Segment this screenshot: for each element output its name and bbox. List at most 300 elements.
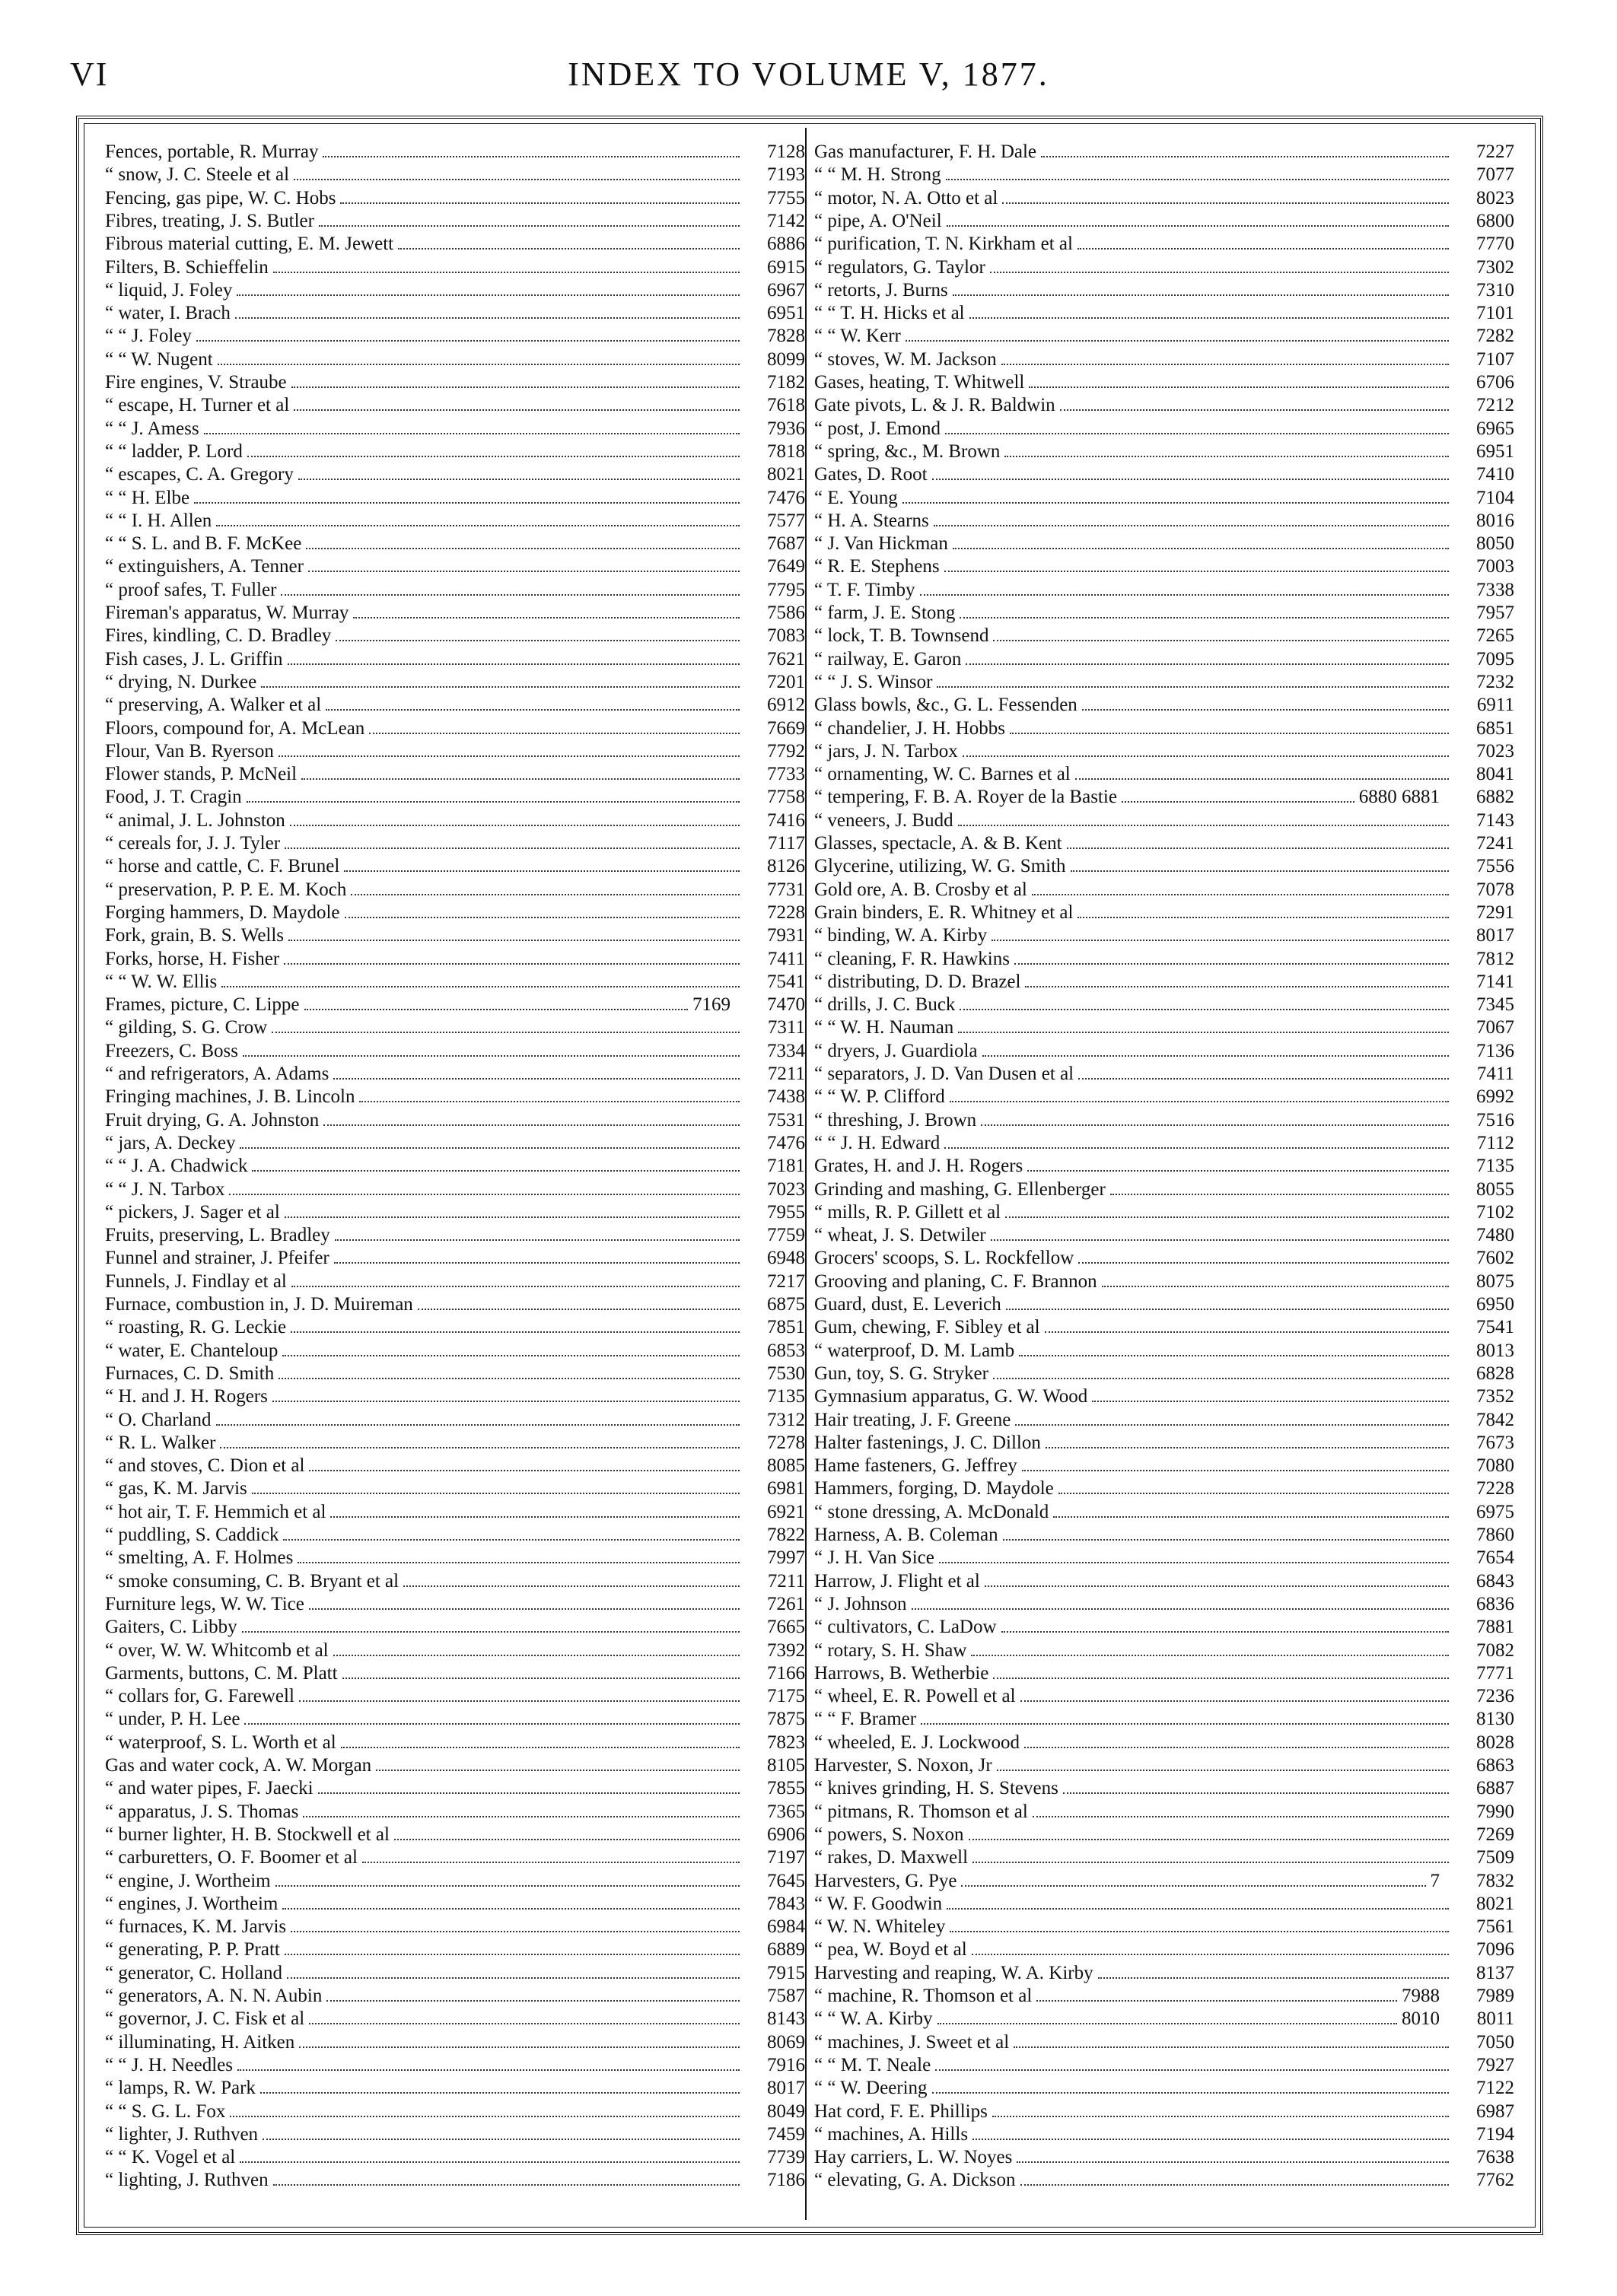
entry-patent-number: 7136 bbox=[1476, 1040, 1514, 1061]
index-entry bbox=[814, 1455, 1514, 1477]
leader-dots bbox=[294, 409, 740, 411]
index-entry bbox=[105, 211, 805, 232]
index-entry bbox=[814, 925, 1514, 946]
index-entry bbox=[105, 1502, 805, 1523]
leader-dots bbox=[1110, 1194, 1449, 1195]
entry-label: “ elevating, G. A. Dickson bbox=[814, 2170, 1016, 2191]
leader-dots bbox=[1024, 1747, 1449, 1748]
entry-patent-number: 7181 bbox=[767, 1156, 805, 1177]
leader-dots bbox=[1102, 1286, 1449, 1287]
entry-patent-number: 7095 bbox=[1476, 648, 1514, 669]
entry-patent-number: 7733 bbox=[767, 764, 805, 785]
entry-label: Gum, chewing, F. Sibley et al bbox=[814, 1317, 1040, 1338]
entry-patent-number: 7731 bbox=[767, 879, 805, 900]
entry-patent-number: 7541 bbox=[1476, 1317, 1514, 1338]
entry-patent-number: 7770 bbox=[1476, 234, 1514, 255]
entry-label: Gate pivots, L. & J. R. Baldwin bbox=[814, 395, 1055, 416]
entry-patent-number: 8021 bbox=[1476, 1893, 1514, 1914]
entry-label: Guard, dust, E. Leverich bbox=[814, 1294, 1001, 1315]
index-entry bbox=[105, 2147, 805, 2168]
entry-label: Fork, grain, B. S. Wells bbox=[105, 925, 285, 946]
entry-patent-number: 7602 bbox=[1476, 1248, 1514, 1269]
index-entry bbox=[105, 2124, 805, 2145]
index-entry bbox=[105, 1363, 805, 1385]
entry-patent-number: 8099 bbox=[767, 348, 805, 370]
entry-label: “ J. Van Hickman bbox=[814, 533, 948, 555]
entry-patent-number: 6921 bbox=[767, 1501, 805, 1522]
index-entry bbox=[814, 2124, 1514, 2145]
entry-label: Forging hammers, D. Maydole bbox=[105, 902, 340, 923]
entry-label: “ railway, E. Garon bbox=[814, 648, 962, 669]
entry-label: “ cereals for, J. J. Tyler bbox=[105, 833, 281, 854]
index-entry bbox=[105, 1017, 805, 1038]
index-entry bbox=[814, 1156, 1514, 1177]
entry-label: “ J. Johnson bbox=[814, 1593, 907, 1614]
entry-patent-number: 6828 bbox=[1476, 1363, 1514, 1384]
entry-extra-number: 7 bbox=[1430, 1870, 1440, 1891]
leader-dots bbox=[985, 1585, 1449, 1587]
entry-patent-number: 8137 bbox=[1476, 1962, 1514, 1983]
entry-label: “ separators, J. D. Van Dusen et al bbox=[814, 1064, 1074, 1084]
entry-label: “ engine, J. Wortheim bbox=[105, 1870, 271, 1891]
entry-patent-number: 7345 bbox=[1476, 994, 1514, 1016]
entry-label: Funnels, J. Findlay et al bbox=[105, 1270, 287, 1292]
entry-patent-number: 6965 bbox=[1476, 418, 1514, 439]
entry-label: “ horse and cattle, C. F. Brunel bbox=[105, 856, 340, 877]
entry-patent-number: 7795 bbox=[767, 579, 805, 600]
leader-dots bbox=[963, 755, 1449, 757]
entry-label: “ “ M. H. Strong bbox=[814, 164, 941, 186]
entry-patent-number: 7311 bbox=[767, 1017, 805, 1038]
entry-label: “ carburetters, O. F. Boomer et al bbox=[105, 1847, 358, 1868]
entry-label: Hay carriers, L. W. Noyes bbox=[814, 2147, 1013, 2168]
leader-dots bbox=[288, 940, 740, 941]
entry-label: “ “ J. H. Edward bbox=[814, 1132, 941, 1153]
index-entry bbox=[105, 510, 805, 532]
entry-label: “ generators, A. N. N. Aubin bbox=[105, 1986, 323, 2006]
leader-dots bbox=[1032, 894, 1449, 895]
entry-label: “ “ S. L. and B. F. McKee bbox=[105, 533, 302, 555]
index-entry bbox=[814, 510, 1514, 532]
index-entry bbox=[105, 1871, 805, 1892]
entry-patent-number: 7936 bbox=[767, 418, 805, 439]
entry-patent-number: 7107 bbox=[1476, 348, 1514, 370]
index-entry bbox=[105, 1894, 805, 1915]
entry-label: Grocers' scoops, S. L. Rockfellow bbox=[814, 1248, 1074, 1269]
entry-patent-number: 8069 bbox=[767, 2031, 805, 2053]
leader-dots bbox=[362, 1862, 740, 1863]
entry-patent-number: 7236 bbox=[1476, 1686, 1514, 1707]
entry-label: “ farm, J. E. Stong bbox=[814, 603, 956, 623]
entry-label: Gas manufacturer, F. H. Dale bbox=[814, 142, 1037, 162]
index-entry bbox=[814, 188, 1514, 209]
entry-patent-number: 6875 bbox=[767, 1294, 805, 1315]
index-entry bbox=[814, 1709, 1514, 1730]
leader-dots bbox=[252, 1493, 740, 1494]
entry-patent-number: 8050 bbox=[1476, 533, 1514, 555]
index-entry bbox=[105, 1202, 805, 1223]
index-entry bbox=[814, 1663, 1514, 1684]
entry-label: “ jars, A. Deckey bbox=[105, 1132, 236, 1153]
index-entry bbox=[814, 833, 1514, 854]
leader-dots bbox=[318, 1792, 740, 1794]
leader-dots bbox=[240, 2161, 740, 2163]
leader-dots bbox=[285, 1216, 740, 1218]
index-entry bbox=[105, 580, 805, 601]
entry-patent-number: 7166 bbox=[767, 1662, 805, 1684]
leader-dots bbox=[972, 1862, 1449, 1863]
entry-label: Fruits, preserving, L. Bradley bbox=[105, 1225, 330, 1246]
entry-patent-number: 6967 bbox=[767, 279, 805, 301]
entry-label: Fringing machines, J. B. Lincoln bbox=[105, 1086, 355, 1108]
entry-extra-number: 8010 bbox=[1402, 2008, 1440, 2030]
entry-patent-number: 8017 bbox=[1476, 925, 1514, 946]
index-entry bbox=[105, 1271, 805, 1293]
entry-label: “ “ J. S. Winsor bbox=[814, 671, 933, 692]
page-title: INDEX TO VOLUME V, 1877. bbox=[568, 56, 1049, 93]
leader-dots bbox=[247, 456, 740, 457]
leader-dots bbox=[221, 986, 740, 987]
entry-patent-number: 8017 bbox=[767, 2078, 805, 2099]
leader-dots bbox=[275, 1885, 740, 1887]
leader-dots bbox=[261, 686, 740, 688]
leader-dots bbox=[235, 317, 740, 319]
entry-patent-number: 7621 bbox=[767, 648, 805, 669]
entry-label: “ “ J. Foley bbox=[105, 326, 192, 347]
index-entry bbox=[105, 1594, 805, 1615]
entry-label: “ binding, W. A. Kirby bbox=[814, 925, 988, 946]
entry-label: “ pea, W. Boyd et al bbox=[814, 1939, 967, 1961]
entry-label: “ T. F. Timby bbox=[814, 579, 915, 600]
entry-patent-number: 7142 bbox=[767, 210, 805, 231]
leader-dots bbox=[1033, 1816, 1449, 1817]
entry-patent-number: 7638 bbox=[1476, 2147, 1514, 2168]
entry-patent-number: 7077 bbox=[1476, 164, 1514, 186]
index-entry bbox=[814, 1686, 1514, 1707]
leader-dots bbox=[283, 1539, 740, 1541]
leader-dots bbox=[353, 617, 740, 619]
index-entry bbox=[814, 902, 1514, 924]
index-entry bbox=[814, 1986, 1514, 2007]
entry-patent-number: 7823 bbox=[767, 1732, 805, 1753]
entry-label: Fences, portable, R. Murray bbox=[105, 142, 319, 162]
leader-dots bbox=[323, 1124, 740, 1126]
leader-dots bbox=[958, 825, 1449, 826]
leader-dots bbox=[947, 1908, 1449, 1910]
entry-label: “ “ J. A. Chadwick bbox=[105, 1156, 248, 1177]
index-entry bbox=[814, 257, 1514, 278]
index-entry bbox=[814, 1133, 1514, 1154]
leader-dots bbox=[281, 594, 740, 596]
entry-patent-number: 7649 bbox=[767, 556, 805, 577]
index-entry bbox=[105, 1317, 805, 1338]
leader-dots bbox=[1014, 963, 1449, 965]
entry-patent-number: 7228 bbox=[767, 902, 805, 923]
index-entry bbox=[105, 625, 805, 647]
index-entry bbox=[814, 2008, 1514, 2030]
leader-dots bbox=[288, 663, 740, 665]
entry-label: Fruit drying, G. A. Johnston bbox=[105, 1109, 320, 1131]
leader-dots bbox=[1029, 386, 1449, 388]
entry-label: “ proof safes, T. Fuller bbox=[105, 579, 277, 600]
leader-dots bbox=[291, 1931, 740, 1932]
leader-dots bbox=[1058, 1493, 1449, 1494]
index-entry bbox=[814, 441, 1514, 463]
entry-patent-number: 7352 bbox=[1476, 1386, 1514, 1407]
leader-dots bbox=[1063, 1792, 1449, 1794]
entry-label: “ “ S. G. L. Fox bbox=[105, 2100, 226, 2122]
entry-label: “ “ W. W. Ellis bbox=[105, 971, 218, 992]
entry-label: “ rotary, S. H. Shaw bbox=[814, 1639, 967, 1661]
entry-patent-number: 6706 bbox=[1476, 372, 1514, 393]
leader-dots bbox=[282, 1908, 740, 1910]
entry-patent-number: 7410 bbox=[1476, 464, 1514, 485]
index-entry bbox=[814, 2170, 1514, 2191]
entry-label: “ generating, P. P. Pratt bbox=[105, 1939, 280, 1961]
entry-patent-number: 7927 bbox=[1476, 2054, 1514, 2075]
index-entry bbox=[105, 2032, 805, 2053]
index-entry bbox=[814, 695, 1514, 716]
index-entry bbox=[105, 395, 805, 416]
index-entry bbox=[814, 1824, 1514, 1846]
index-entry bbox=[105, 1617, 805, 1638]
entry-label: “ “ W. A. Kirby bbox=[814, 2008, 933, 2030]
entry-patent-number: 7211 bbox=[767, 1064, 805, 1084]
index-entry bbox=[814, 303, 1514, 324]
index-entry bbox=[814, 1041, 1514, 1062]
leader-dots bbox=[298, 479, 740, 480]
entry-label: Furnaces, C. D. Smith bbox=[105, 1363, 275, 1384]
index-entry bbox=[814, 787, 1514, 808]
entry-label: “ stoves, W. M. Jackson bbox=[814, 348, 997, 370]
entry-patent-number: 7586 bbox=[767, 603, 805, 623]
entry-patent-number: 7990 bbox=[1476, 1801, 1514, 1822]
index-entry bbox=[105, 810, 805, 832]
entry-label: “ “ K. Vogel et al bbox=[105, 2147, 236, 2168]
index-entry bbox=[814, 1640, 1514, 1662]
entry-label: Harvester, S. Noxon, Jr bbox=[814, 1755, 992, 1776]
entry-patent-number: 8021 bbox=[767, 464, 805, 485]
entry-patent-number: 6950 bbox=[1476, 1294, 1514, 1315]
entry-label: Halter fastenings, J. C. Dillon bbox=[814, 1432, 1041, 1453]
entry-label: “ “ J. Amess bbox=[105, 418, 199, 439]
index-entry bbox=[105, 533, 805, 555]
entry-patent-number: 7282 bbox=[1476, 326, 1514, 347]
leader-dots bbox=[301, 778, 740, 780]
leader-dots bbox=[953, 294, 1449, 296]
index-entry bbox=[814, 603, 1514, 624]
entry-label: Harvesting and reaping, W. A. Kirby bbox=[814, 1962, 1093, 1983]
entry-patent-number: 7860 bbox=[1476, 1525, 1514, 1545]
index-entry bbox=[814, 1916, 1514, 1938]
leader-dots bbox=[326, 2000, 740, 2002]
entry-label: “ ornamenting, W. C. Barnes et al bbox=[814, 764, 1071, 785]
entry-label: “ smelting, A. F. Holmes bbox=[105, 1547, 294, 1569]
entry-label: “ retorts, J. Burns bbox=[814, 279, 948, 301]
index-entry bbox=[814, 1778, 1514, 1799]
entry-label: “ spring, &c., M. Brown bbox=[814, 440, 1001, 462]
entry-label: “ R. L. Walker bbox=[105, 1432, 216, 1453]
leader-dots bbox=[272, 1401, 740, 1402]
index-entry bbox=[105, 879, 805, 901]
leader-dots bbox=[216, 1424, 740, 1426]
entry-label: “ knives grinding, H. S. Stevens bbox=[814, 1778, 1058, 1799]
index-entry bbox=[814, 1386, 1514, 1407]
leader-dots bbox=[341, 1747, 740, 1748]
index-entry bbox=[814, 488, 1514, 509]
entry-label: Harrows, B. Wetherbie bbox=[814, 1662, 989, 1684]
index-entry bbox=[105, 418, 805, 440]
leader-dots bbox=[971, 1655, 1449, 1656]
leader-dots bbox=[1020, 1700, 1449, 1702]
entry-patent-number: 7832 bbox=[1476, 1870, 1514, 1891]
leader-dots bbox=[220, 1447, 740, 1449]
leader-dots bbox=[993, 640, 1449, 641]
index-entry bbox=[105, 1663, 805, 1684]
leader-dots bbox=[333, 1655, 740, 1656]
leader-dots bbox=[958, 1032, 1449, 1033]
leader-dots bbox=[939, 1562, 1449, 1563]
entry-patent-number: 7587 bbox=[767, 1986, 805, 2006]
leader-dots bbox=[950, 1101, 1449, 1102]
entry-patent-number: 7193 bbox=[767, 164, 805, 186]
index-entry bbox=[105, 142, 805, 163]
entry-label: Flour, Van B. Ryerson bbox=[105, 740, 274, 762]
leader-dots bbox=[309, 1470, 740, 1471]
entry-patent-number: 7654 bbox=[1476, 1547, 1514, 1569]
leader-dots bbox=[1019, 1355, 1449, 1356]
index-entry bbox=[814, 1963, 1514, 1984]
entry-label: “ “ T. H. Hicks et al bbox=[814, 303, 965, 324]
entry-label: “ smoke consuming, C. B. Bryant et al bbox=[105, 1570, 399, 1592]
entry-patent-number: 7261 bbox=[767, 1593, 805, 1614]
index-entry bbox=[814, 2032, 1514, 2053]
entry-label: “ drying, N. Durkee bbox=[105, 671, 257, 692]
leader-dots bbox=[1020, 2184, 1449, 2186]
entry-label: “ snow, J. C. Steele et al bbox=[105, 164, 290, 186]
entry-patent-number: 7365 bbox=[767, 1801, 805, 1822]
leader-dots bbox=[920, 594, 1449, 596]
entry-label: “ W. N. Whiteley bbox=[814, 1916, 946, 1938]
entry-patent-number: 7135 bbox=[767, 1386, 805, 1407]
entry-label: Frames, picture, C. Lippe bbox=[105, 994, 300, 1016]
leader-dots bbox=[279, 755, 740, 757]
index-entry bbox=[814, 418, 1514, 440]
entry-label: “ waterproof, D. M. Lamb bbox=[814, 1340, 1015, 1361]
leader-dots bbox=[1082, 709, 1449, 711]
leader-dots bbox=[285, 1954, 740, 1955]
leader-dots bbox=[344, 870, 740, 872]
leader-dots bbox=[291, 1286, 740, 1287]
column-divider bbox=[805, 128, 807, 2220]
index-entry bbox=[814, 1086, 1514, 1108]
leader-dots bbox=[304, 1009, 689, 1010]
index-entry bbox=[814, 1179, 1514, 1200]
entry-patent-number: 6975 bbox=[1476, 1501, 1514, 1522]
index-entry bbox=[814, 764, 1514, 785]
index-entry bbox=[105, 1824, 805, 1846]
index-entry bbox=[105, 441, 805, 463]
entry-label: “ “ W. H. Nauman bbox=[814, 1017, 954, 1038]
entry-patent-number: 6915 bbox=[767, 256, 805, 278]
entry-patent-number: 7645 bbox=[767, 1870, 805, 1891]
entry-patent-number: 7470 bbox=[767, 994, 805, 1016]
entry-label: Glass bowls, &c., G. L. Fessenden bbox=[814, 695, 1077, 716]
entry-patent-number: 7128 bbox=[767, 142, 805, 162]
entry-patent-number: 7117 bbox=[767, 833, 805, 854]
entry-patent-number: 7828 bbox=[767, 326, 805, 347]
entry-patent-number: 6886 bbox=[767, 234, 805, 255]
index-entry bbox=[814, 1110, 1514, 1131]
leader-dots bbox=[244, 1723, 740, 1725]
entry-label: “ water, E. Chanteloup bbox=[105, 1340, 279, 1361]
index-entry bbox=[814, 1547, 1514, 1569]
entry-patent-number: 7211 bbox=[767, 1570, 805, 1592]
entry-label: “ engines, J. Wortheim bbox=[105, 1893, 279, 1914]
entry-patent-number: 7855 bbox=[767, 1778, 805, 1799]
index-entry bbox=[814, 395, 1514, 416]
entry-patent-number: 7175 bbox=[767, 1686, 805, 1707]
entry-label: “ lock, T. B. Townsend bbox=[814, 625, 989, 647]
leader-dots bbox=[252, 1170, 740, 1172]
leader-dots bbox=[1001, 1631, 1449, 1633]
entry-patent-number: 7078 bbox=[1476, 879, 1514, 900]
entry-patent-number: 7687 bbox=[767, 533, 805, 555]
leader-dots bbox=[961, 1885, 1425, 1887]
entry-patent-number: 7843 bbox=[767, 1893, 805, 1914]
entry-label: Fires, kindling, C. D. Bradley bbox=[105, 625, 332, 647]
index-entry bbox=[814, 372, 1514, 393]
entry-label: Grates, H. and J. H. Rogers bbox=[814, 1156, 1023, 1177]
entry-patent-number: 8085 bbox=[767, 1455, 805, 1477]
entry-patent-number: 7822 bbox=[767, 1525, 805, 1545]
entry-label: “ hot air, T. F. Hemmich et al bbox=[105, 1501, 326, 1522]
entry-label: Glasses, spectacle, A. & B. Kent bbox=[814, 833, 1062, 854]
entry-patent-number: 8143 bbox=[767, 2008, 805, 2030]
leader-dots bbox=[240, 1147, 740, 1149]
leader-dots bbox=[398, 248, 740, 250]
index-entry bbox=[814, 1017, 1514, 1038]
index-entry bbox=[814, 1363, 1514, 1385]
index-entry bbox=[814, 2055, 1514, 2076]
leader-dots bbox=[1092, 1401, 1449, 1402]
entry-label: “ H. A. Stearns bbox=[814, 510, 929, 531]
entry-label: “ H. and J. H. Rogers bbox=[105, 1386, 268, 1407]
entry-label: Grooving and planing, C. F. Brannon bbox=[814, 1270, 1097, 1292]
entry-label: Hammers, forging, D. Maydole bbox=[814, 1478, 1054, 1499]
entry-patent-number: 7762 bbox=[1476, 2170, 1514, 2191]
entry-patent-number: 7241 bbox=[1476, 833, 1514, 854]
entry-label: “ distributing, D. D. Brazel bbox=[814, 971, 1021, 992]
entry-patent-number: 7792 bbox=[767, 740, 805, 762]
leader-dots bbox=[1025, 986, 1449, 987]
index-entry bbox=[105, 1225, 805, 1246]
leader-dots bbox=[937, 686, 1449, 688]
leader-dots bbox=[1122, 801, 1354, 803]
entry-label: Hair treating, J. F. Greene bbox=[814, 1409, 1011, 1430]
entry-label: Gymnasium apparatus, G. W. Wood bbox=[814, 1386, 1088, 1407]
index-entry bbox=[105, 1571, 805, 1592]
index-entry bbox=[814, 280, 1514, 301]
entry-patent-number: 7096 bbox=[1476, 1939, 1514, 1961]
index-entry bbox=[105, 257, 805, 278]
entry-patent-number: 7851 bbox=[767, 1317, 805, 1338]
entry-patent-number: 7476 bbox=[767, 487, 805, 508]
entry-patent-number: 7556 bbox=[1476, 856, 1514, 877]
entry-patent-number: 8126 bbox=[767, 856, 805, 877]
entry-label: Gas and water cock, A. W. Morgan bbox=[105, 1755, 372, 1776]
index-entry bbox=[105, 1732, 805, 1754]
